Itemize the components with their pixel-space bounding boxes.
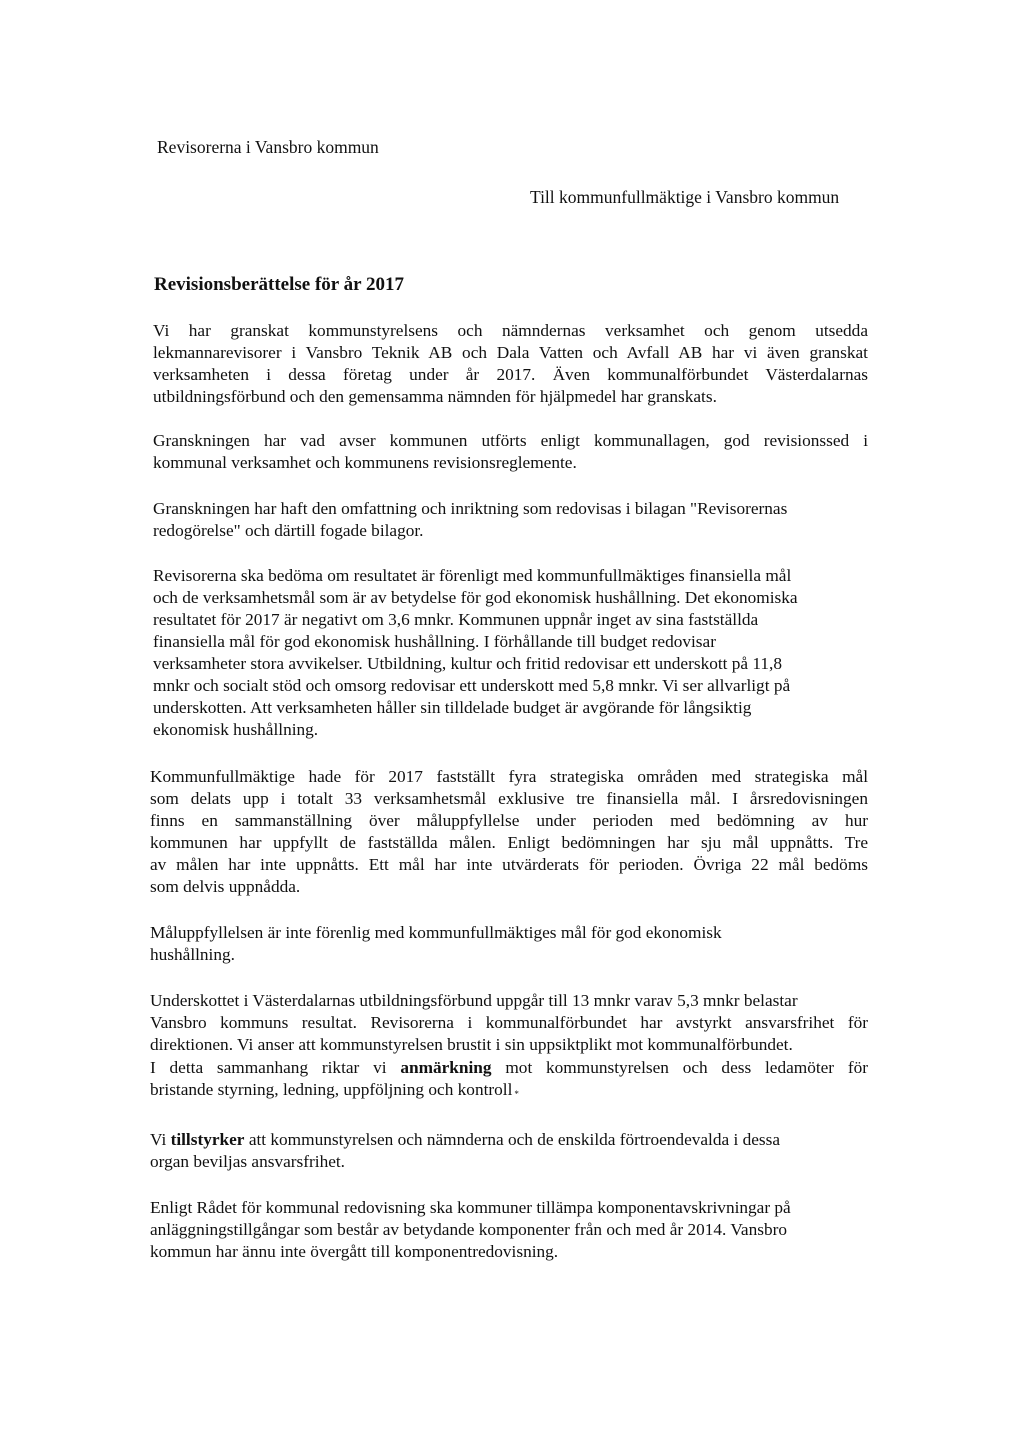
text-line: Vi har granskat kommunstyrelsens och nämndernas verksamhet och genom utsedda	[153, 321, 868, 340]
text-line: lekmannarevisorer i Vansbro Teknik AB och Dala Vatten och Avfall AB har vi även granskat	[153, 343, 868, 363]
text-line	[150, 1057, 868, 1079]
text-line: verksamheter stora avvikelser. Utbildning, kultur och fritid redovisar ett underskott på 11,8	[153, 654, 783, 674]
paragraph-discharge	[150, 1129, 868, 1173]
text-line: redogörelse" och därtill fogade bilagor.	[153, 520, 424, 540]
text-line	[150, 1129, 868, 1151]
text-line: kommun har ännu inte övergått till komponentredovisning.	[150, 1242, 559, 1262]
text-line: hushållning.	[150, 945, 235, 965]
text-line: kommunen har uppfyllt de fastställda målen. Enligt bedömningen har sju mål uppnåtts. Tre	[150, 832, 868, 852]
paragraph-scope	[153, 320, 868, 408]
text-line: Underskottet i Västerdalarnas utbildningsförbund uppgår till 13 mnkr varav 5,3 mnkr belastar	[150, 991, 798, 1011]
remark-tail-text: mot kommunstyrelsen och dess ledamöter för	[505, 1057, 868, 1077]
text-line: underskotten. Att verksamheten håller sin tilldelade budget är avgörande för långsiktig	[153, 698, 752, 718]
text-line: Granskningen har vad avser kommunen utförts enligt kommunallagen, god revisionssed i	[153, 431, 868, 451]
discharge-emphasis: tillstyrker	[170, 1129, 245, 1149]
text-line: finns en sammanställning över måluppfyllelse under perioden med bedömning av hur	[150, 810, 868, 830]
text-line: och de verksamhetsmål som är av betydelse för god ekonomisk hushållning. Det ekonomiska	[153, 587, 798, 607]
text-line: Revisorerna ska bedöma om resultatet är förenligt med kommunfullmäktiges finansiella mål	[153, 565, 792, 585]
document-title: Revisionsberättelse för år 2017	[154, 274, 404, 295]
sender-line: Revisorerna i Vansbro kommun	[157, 137, 379, 157]
paragraph-financial-result	[153, 565, 868, 742]
discharge-tail-text: att kommunstyrelsen och nämnderna och de enskilda förtroendevalda i dessa	[248, 1129, 781, 1149]
handwritten-mark: *	[514, 1088, 519, 1099]
paragraph-component-accounting	[150, 1197, 868, 1263]
paragraph-extent	[153, 498, 868, 542]
text-line: Granskningen har haft den omfattning och inriktning som redovisas i bilagan "Revisorernas	[153, 498, 788, 518]
text-line: av målen har inte uppnåtts. Ett mål har inte utvärderats för perioden. Övriga 22 mål bedöms	[150, 854, 868, 874]
text-line: resultatet för 2017 är negativt om 3,6 mnkr. Kommunen uppnår inget av sina fastställda	[153, 609, 759, 629]
paragraph-goals	[150, 766, 868, 899]
paragraph-remark	[150, 990, 868, 1104]
text-line: Vansbro kommuns resultat. Revisorerna i kommunalförbundet har avstyrkt ansvarsfrihet för	[150, 1013, 868, 1033]
text-line: mnkr och socialt stöd och omsorg redovisar ett underskott med 5,8 mnkr. Vi ser allvarligt på	[153, 676, 791, 696]
text-line: finansiella mål för god ekonomisk hushållning. I förhållande till budget redovisar	[153, 632, 716, 652]
recipient-line: Till kommunfullmäktige i Vansbro kommun	[530, 187, 840, 207]
text-line: Kommunfullmäktige hade för 2017 fastställt fyra strategiska områden med strategiska mål	[150, 766, 868, 786]
text-line: Måluppfyllelsen är inte förenlig med kommunfullmäktiges mål för god ekonomisk	[150, 923, 722, 943]
paragraph-basis	[153, 430, 868, 474]
text-line: Enligt Rådet för kommunal redovisning ska kommuner tillämpa komponentavskrivningar på	[150, 1197, 791, 1217]
text-line: organ beviljas ansvarsfrihet.	[150, 1151, 345, 1171]
remark-lead-text: I detta sammanhang riktar vi	[150, 1057, 387, 1077]
text-line: som delvis uppnådda.	[150, 876, 301, 896]
text-line: anläggningstillgångar som består av betydande komponenter från och med år 2014. Vansbro	[150, 1220, 787, 1239]
document-body	[150, 320, 868, 1263]
text-line: utbildningsförbund och den gemensamma nämnden för hjälpmedel har granskats.	[153, 387, 717, 407]
text-line: verksamheten i dessa företag under år 2017. Även kommunalförbundet Västerdalarnas	[153, 365, 868, 385]
text-line: som delats upp i totalt 33 verksamhetsmål exklusive tre finansiella mål. I årsredovisningen	[150, 788, 868, 808]
text-line: ekonomisk hushållning.	[153, 720, 319, 740]
remark-emphasis: anmärkning	[400, 1057, 492, 1077]
text-line	[150, 1079, 868, 1105]
paragraph-goal-fulfilment	[150, 922, 868, 966]
text-line: kommunal verksamhet och kommunens revisionsreglemente.	[153, 453, 577, 473]
text-line: direktionen. Vi anser att kommunstyrelsen brustit i sin uppsiktplikt mot kommunalförbundet.	[150, 1035, 793, 1055]
remark-last-line: bristande styrning, ledning, uppföljning och kontroll	[150, 1079, 513, 1099]
discharge-lead-text: Vi	[150, 1129, 167, 1149]
